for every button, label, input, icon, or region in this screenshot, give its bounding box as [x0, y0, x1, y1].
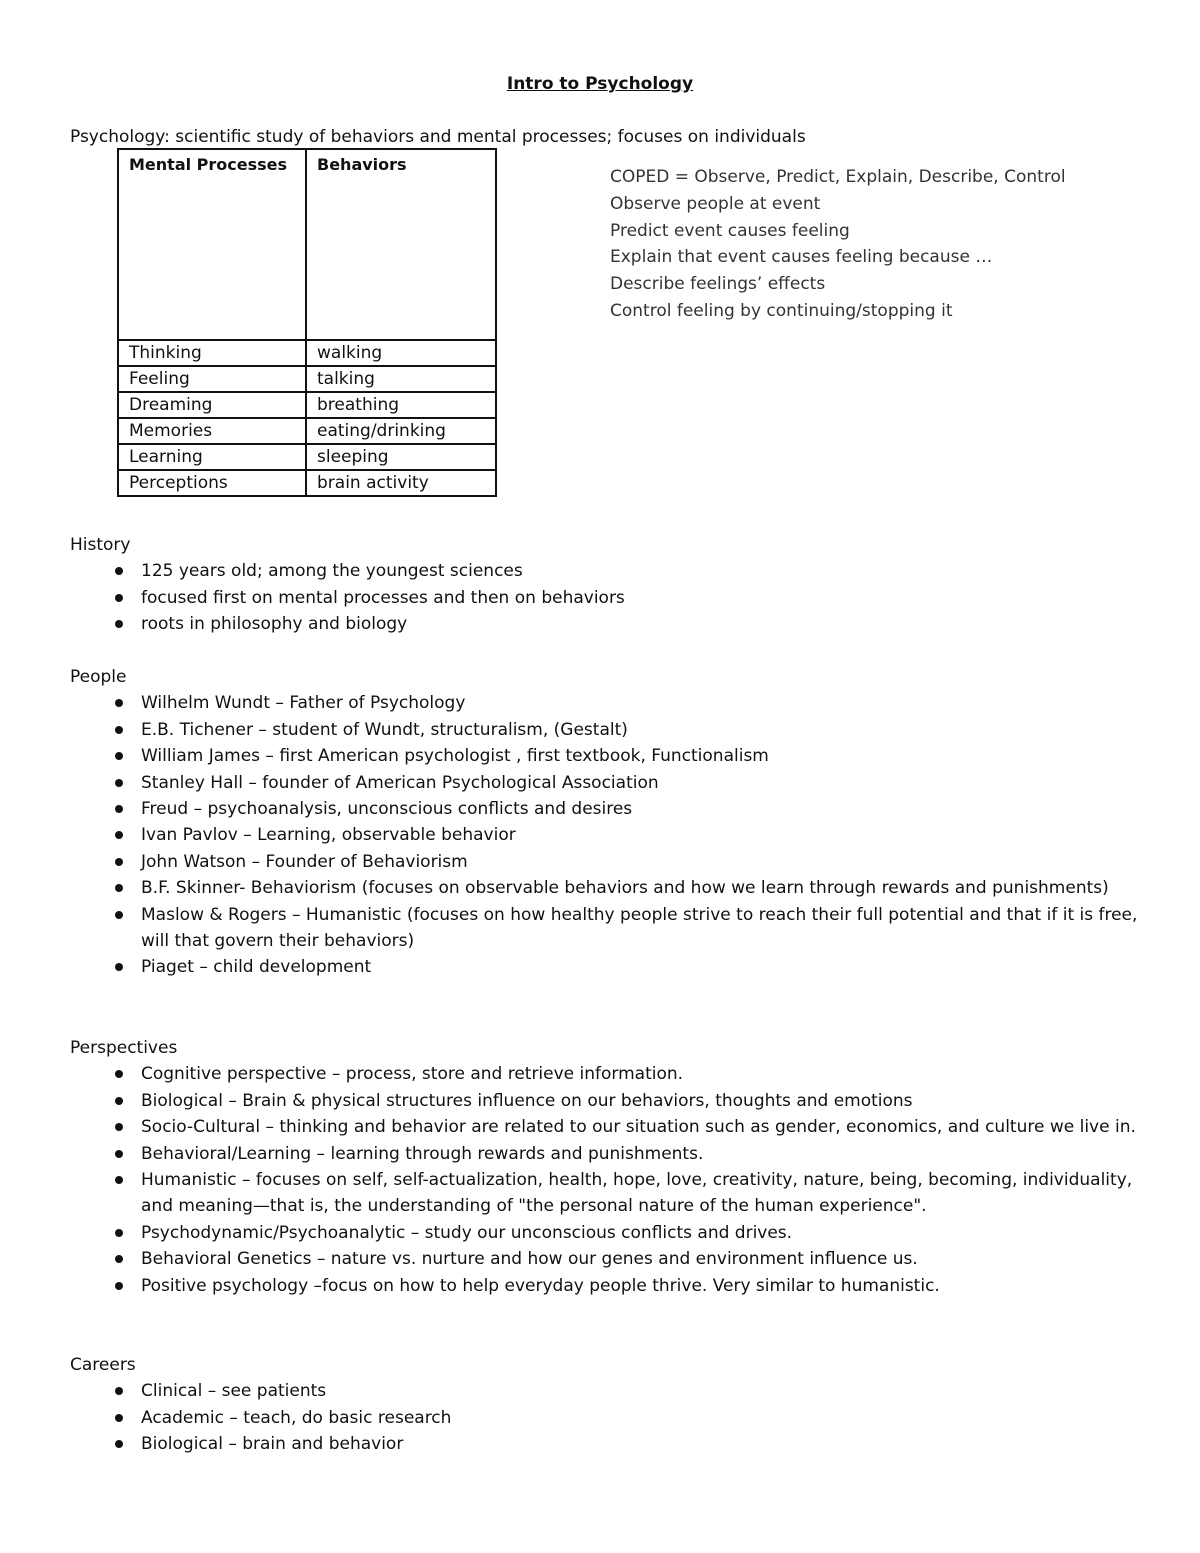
people-list	[70, 690, 1170, 980]
coped-line: Control feeling by continuing/stopping it	[610, 300, 953, 321]
list-item-text: Biological – brain and behavior	[141, 1434, 404, 1455]
list-item	[70, 1141, 1141, 1167]
bullet-icon	[115, 1123, 123, 1131]
list-item	[70, 743, 1141, 769]
page-title: Intro to Psychology	[506, 74, 694, 94]
list-item	[70, 1246, 1141, 1272]
table-cell: talking	[306, 366, 496, 392]
list-item-text: Socio-Cultural – thinking and behavior are related to our situation such as gender, economics, and culture we live in.	[141, 1117, 1136, 1138]
list-item-text: Academic – teach, do basic research	[141, 1407, 452, 1428]
table-cell: Learning	[118, 444, 306, 470]
list-item-text: Positive psychology –focus on how to help everyday people thrive. Very similar to humanistic.	[141, 1275, 940, 1296]
bullet-icon	[115, 884, 123, 892]
list-item	[70, 1405, 1141, 1431]
section-heading: Careers	[70, 1355, 136, 1375]
table-row	[118, 444, 496, 470]
bullet-icon	[115, 1097, 123, 1105]
table-cell: Thinking	[118, 340, 306, 366]
list-item	[70, 611, 1141, 637]
list-item	[70, 1167, 1141, 1220]
list-item-text: E.B. Tichener – student of Wundt, structuralism, (Gestalt)	[141, 719, 628, 740]
list-item-text: Ivan Pavlov – Learning, observable behavior	[141, 825, 516, 846]
table-row	[118, 366, 496, 392]
list-item	[70, 902, 1141, 955]
bullet-icon	[115, 1255, 123, 1263]
list-item	[70, 717, 1141, 743]
list-item	[70, 1220, 1141, 1246]
bullet-icon	[115, 567, 123, 575]
list-item	[70, 954, 1141, 980]
bullet-icon	[115, 699, 123, 707]
careers-list	[70, 1378, 1170, 1457]
bullet-icon	[115, 1387, 123, 1395]
bullet-icon	[115, 1229, 123, 1237]
list-item-text: B.F. Skinner- Behaviorism (focuses on observable behaviors and how we learn through rewards and punishments)	[141, 878, 1109, 899]
bullet-icon	[115, 594, 123, 602]
table-cell: sleeping	[306, 444, 496, 470]
list-item-text: 125 years old; among the youngest sciences	[141, 561, 523, 582]
list-item	[70, 1061, 1141, 1087]
list-item	[70, 1378, 1141, 1404]
table-row	[118, 418, 496, 444]
list-item	[70, 558, 1141, 584]
table-row	[118, 340, 496, 366]
list-item-text: Piaget – child development	[141, 957, 372, 978]
list-item-text: Behavioral/Learning – learning through rewards and punishments.	[141, 1143, 704, 1164]
list-item-text: Wilhelm Wundt – Father of Psychology	[141, 693, 466, 714]
list-item	[70, 796, 1141, 822]
list-item-text: Cognitive perspective – process, store and retrieve information.	[141, 1064, 684, 1085]
careers-section	[70, 1352, 1170, 1458]
bullet-icon	[115, 1176, 123, 1184]
table-row	[118, 470, 496, 496]
history-section	[70, 532, 1170, 638]
list-item-text: Stanley Hall – founder of American Psychological Association	[141, 772, 659, 793]
section-heading: Perspectives	[70, 1038, 178, 1058]
bullet-icon	[115, 779, 123, 787]
bullet-icon	[115, 752, 123, 760]
list-item-text: roots in philosophy and biology	[141, 614, 408, 635]
coped-line: Predict event causes feeling	[610, 220, 850, 241]
list-item-text: William James – first American psychologist , first textbook, Functionalism	[141, 746, 769, 767]
list-item-text: Biological – Brain & physical structures influence on our behaviors, thoughts and emotions	[141, 1090, 913, 1111]
coped-notes	[610, 164, 1066, 325]
list-item-text: Humanistic – focuses on self, self-actualization, health, hope, love, creativity, nature, being, becoming, individuality, and meaning—that is, the understanding of "the personal nature of the human experience".	[141, 1170, 1133, 1217]
list-item	[70, 690, 1141, 716]
table-cell: breathing	[306, 392, 496, 418]
mental-processes-behaviors-table	[117, 148, 497, 497]
coped-line: Explain that event causes feeling because …	[610, 247, 993, 268]
bullet-icon	[115, 831, 123, 839]
list-item-text: Psychodynamic/Psychoanalytic – study our unconscious conflicts and drives.	[141, 1222, 793, 1243]
perspectives-section	[70, 1035, 1170, 1299]
bullet-icon	[115, 620, 123, 628]
bullet-icon	[115, 963, 123, 971]
table-cell: eating/drinking	[306, 418, 496, 444]
table-cell: Perceptions	[118, 470, 306, 496]
intro-definition: Psychology: scientific study of behaviors and mental processes; focuses on individuals	[70, 127, 806, 147]
table-cell: Feeling	[118, 366, 306, 392]
perspectives-list	[70, 1061, 1170, 1299]
list-item	[70, 849, 1141, 875]
bullet-icon	[115, 1070, 123, 1078]
section-heading: History	[70, 535, 131, 555]
people-section	[70, 664, 1170, 981]
bullet-icon	[115, 1414, 123, 1422]
list-item-text: focused first on mental processes and then on behaviors	[141, 587, 625, 608]
bullet-icon	[115, 726, 123, 734]
list-item	[70, 875, 1141, 901]
list-item-text: Clinical – see patients	[141, 1381, 327, 1402]
bullet-icon	[115, 911, 123, 919]
list-item-text: Freud – psychoanalysis, unconscious conflicts and desires	[141, 799, 633, 820]
table-cell: Dreaming	[118, 392, 306, 418]
list-item	[70, 1088, 1141, 1114]
list-item	[70, 1431, 1141, 1457]
table-cell: walking	[306, 340, 496, 366]
list-item	[70, 770, 1141, 796]
coped-line: Observe people at event	[610, 193, 821, 214]
coped-line: COPED = Observe, Predict, Explain, Describe, Control	[610, 167, 1066, 187]
section-heading: People	[70, 667, 127, 687]
table-row	[118, 392, 496, 418]
list-item	[70, 822, 1141, 848]
list-item-text: Behavioral Genetics – nature vs. nurture and how our genes and environment influence us.	[141, 1249, 918, 1270]
table-cell: brain activity	[306, 470, 496, 496]
bullet-icon	[115, 1282, 123, 1290]
bullet-icon	[115, 858, 123, 866]
coped-line: Describe feelings’ effects	[610, 274, 826, 295]
list-item	[70, 1114, 1141, 1140]
list-item	[70, 1273, 1141, 1299]
table-header-row	[118, 149, 496, 340]
table-header-behaviors: Behaviors	[306, 149, 496, 340]
bullet-icon	[115, 805, 123, 813]
table-header-mental-processes: Mental Processes	[118, 149, 306, 340]
list-item-text: Maslow & Rogers – Humanistic (focuses on how healthy people strive to reach their full potential and that if it is free, will that govern their behaviors)	[141, 904, 1138, 952]
bullet-icon	[115, 1150, 123, 1158]
list-item	[70, 585, 1141, 611]
bullet-icon	[115, 1440, 123, 1448]
history-list	[70, 558, 1170, 637]
list-item-text: John Watson – Founder of Behaviorism	[141, 851, 468, 872]
table-cell: Memories	[118, 418, 306, 444]
